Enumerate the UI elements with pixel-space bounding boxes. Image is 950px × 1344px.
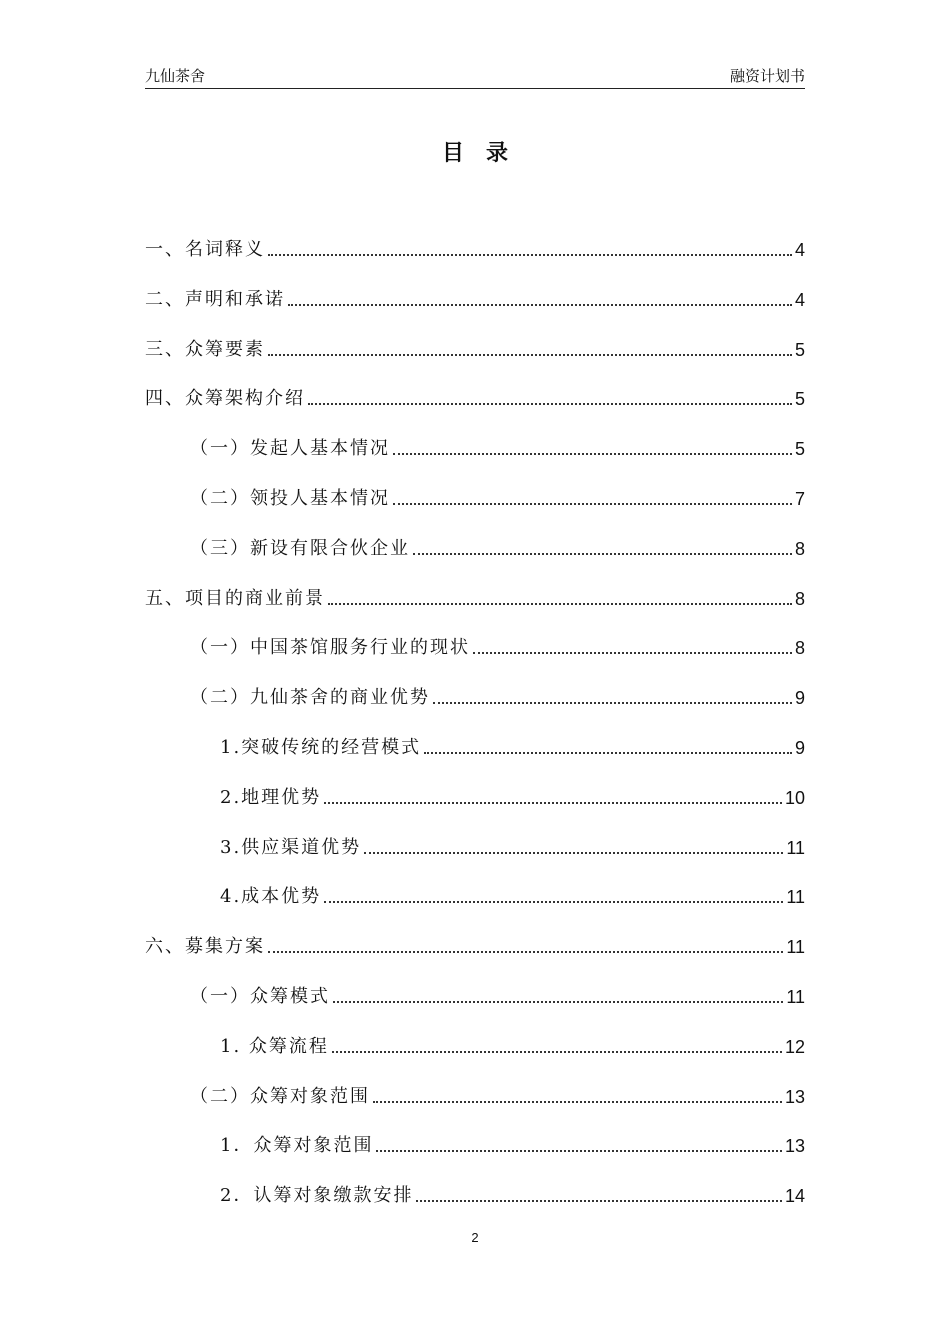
toc-entry[interactable] (190, 682, 805, 710)
toc-entry[interactable] (220, 732, 805, 760)
toc-entry-page: 4 (794, 240, 805, 260)
header-document-type: 融资计划书 (729, 67, 805, 85)
toc-dot-leader (393, 453, 792, 455)
toc-entry[interactable] (145, 334, 805, 362)
toc-dot-leader (324, 901, 783, 903)
toc-entry[interactable] (190, 1081, 805, 1109)
toc-entry-page: 5 (794, 389, 805, 410)
toc-entry-page: 5 (794, 339, 805, 360)
toc-dot-leader (268, 354, 792, 356)
toc-entry-label: 1．众筹对象范围 (220, 1135, 374, 1157)
toc-entry-label: 三、众筹要素 (145, 338, 265, 360)
toc-dot-leader (333, 1001, 783, 1003)
toc-dot-leader (268, 951, 783, 953)
toc-dot-leader (288, 304, 792, 306)
toc-entry-page: 8 (794, 588, 805, 609)
toc-dot-leader (268, 254, 792, 256)
toc-dot-leader (308, 403, 792, 405)
toc-dot-leader (332, 1051, 782, 1053)
page-number: 2 (471, 1230, 479, 1245)
toc-entry-label: （三）新设有限合伙企业 (190, 537, 410, 559)
toc-entry-page: 8 (794, 538, 805, 559)
toc-entry-label: 二、声明和承诺 (145, 288, 285, 310)
toc-entry[interactable] (220, 1031, 805, 1059)
toc-dot-leader (413, 553, 792, 555)
toc-entry-label: 四、众筹架构介绍 (145, 388, 305, 410)
toc-entry-page: 4 (794, 289, 805, 310)
toc-dot-leader (324, 802, 782, 804)
toc-entry[interactable] (220, 1180, 805, 1208)
toc-entry-label: 2.地理优势 (220, 786, 322, 808)
toc-entry-label: 2．认筹对象缴款安排 (220, 1185, 414, 1207)
toc-entry-label: 4.成本优势 (220, 886, 322, 908)
toc-dot-leader (473, 652, 792, 654)
toc-entry-page: 9 (794, 738, 805, 758)
header-company-name: 九仙茶舍 (145, 67, 206, 85)
toc-dot-leader (376, 1150, 782, 1152)
toc-entry-page: 13 (784, 1136, 805, 1157)
toc-entry[interactable] (190, 632, 805, 660)
toc-entry-page: 13 (784, 1086, 805, 1107)
toc-entry[interactable] (145, 931, 805, 959)
toc-entry-page: 12 (784, 1036, 805, 1057)
toc-entry[interactable] (190, 533, 805, 561)
toc-entry-page: 5 (794, 439, 805, 460)
toc-entry-page: 11 (786, 937, 805, 958)
toc-entry-page: 7 (794, 489, 805, 509)
toc-entry-label: （一）发起人基本情况 (190, 438, 390, 460)
toc-dot-leader (373, 1101, 782, 1103)
toc-title: 目录 (441, 140, 530, 166)
toc-entry-label: （一）中国茶馆服务行业的现状 (190, 637, 470, 659)
toc-entry-label: 1. 众筹流程 (220, 1035, 329, 1057)
toc-entry[interactable] (220, 1130, 805, 1158)
toc-entry-label: 一、名词释义 (145, 239, 265, 260)
toc-entry-label: 1.突破传统的经营模式 (220, 737, 422, 758)
toc-entry-page: 14 (784, 1186, 805, 1207)
toc-dot-leader (328, 603, 792, 605)
toc-entry[interactable] (190, 981, 805, 1009)
toc-entry[interactable] (190, 483, 805, 511)
toc-entry-label: 五、项目的商业前景 (145, 587, 325, 609)
toc-entry-page: 11 (786, 887, 805, 908)
toc-entry[interactable] (220, 782, 805, 810)
toc-entry-label: （二）领投人基本情况 (190, 488, 390, 509)
toc-entry[interactable] (145, 583, 805, 611)
toc-dot-leader (433, 702, 792, 704)
toc-entry-page: 10 (784, 787, 805, 808)
toc-entry-label: （一）众筹模式 (190, 986, 330, 1007)
toc-dot-leader (364, 852, 783, 854)
toc-entry-label: 六、募集方案 (145, 936, 265, 958)
toc-entry[interactable] (145, 383, 805, 411)
toc-entry-label: （二）众筹对象范围 (190, 1085, 370, 1107)
toc-entry[interactable] (145, 234, 805, 262)
toc-dot-leader (416, 1200, 782, 1202)
toc-dot-leader (424, 752, 792, 754)
toc-entry-page: 11 (786, 837, 805, 858)
toc-entry-page: 9 (794, 688, 805, 709)
toc-entry-page: 8 (794, 638, 805, 659)
toc-entry-label: 3.供应渠道优势 (220, 836, 362, 858)
toc-entry[interactable] (190, 433, 805, 461)
toc-entry[interactable] (220, 832, 805, 860)
toc-entry-page: 11 (786, 987, 805, 1007)
toc-dot-leader (393, 503, 792, 505)
toc-entry[interactable] (145, 284, 805, 312)
toc-entry-label: （二）九仙茶舍的商业优势 (190, 687, 430, 709)
toc-entry[interactable] (220, 881, 805, 909)
